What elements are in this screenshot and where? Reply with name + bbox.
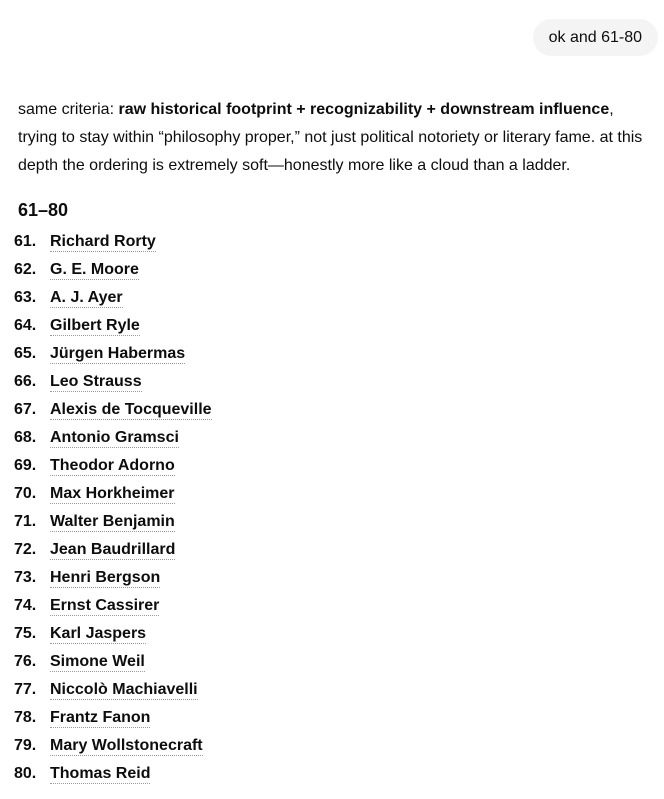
list-item-number: 65.	[14, 345, 37, 362]
list-item-number: 62.	[14, 261, 37, 278]
list-item-number: 61.	[14, 233, 37, 250]
philosopher-link[interactable]: A. J. Ayer	[50, 288, 123, 306]
list-item	[0, 704, 212, 732]
philosopher-link[interactable]: Simone Weil	[50, 652, 145, 670]
philosopher-link[interactable]: Ernst Cassirer	[50, 596, 160, 614]
list-item	[0, 256, 212, 284]
list-item-number: 68.	[14, 429, 37, 446]
list-item	[0, 284, 212, 312]
intro-bold-criteria: raw historical footprint + recognizability + downstream influence	[118, 101, 610, 118]
list-item-number: 78.	[14, 709, 37, 726]
list-item-number: 63.	[14, 289, 37, 306]
list-item-number: 74.	[14, 597, 37, 614]
list-item	[0, 312, 212, 340]
assistant-intro-paragraph	[18, 96, 650, 180]
philosopher-link[interactable]: Gilbert Ryle	[50, 316, 140, 334]
list-item	[0, 732, 212, 760]
list-item	[0, 564, 212, 592]
list-item	[0, 480, 212, 508]
philosopher-link[interactable]: Richard Rorty	[50, 232, 156, 250]
intro-suffix: , trying to stay within “philosophy proper,” not just political notoriety or literary fame. at this depth the ordering is extremely soft—honestly more like a cloud than a ladder.	[18, 101, 643, 174]
intro-prefix: same criteria:	[18, 101, 119, 118]
list-item	[0, 368, 212, 396]
philosopher-link[interactable]: Walter Benjamin	[50, 512, 175, 530]
list-item-number: 77.	[14, 681, 37, 698]
philosopher-link[interactable]: Niccolò Machiavelli	[50, 680, 198, 698]
philosopher-link[interactable]: Alexis de Tocqueville	[50, 400, 212, 418]
philosopher-link[interactable]: Karl Jaspers	[50, 624, 147, 642]
list-item	[0, 648, 212, 676]
list-item	[0, 396, 212, 424]
philosopher-link[interactable]: Henri Bergson	[50, 568, 161, 586]
list-item	[0, 452, 212, 480]
list-item	[0, 508, 212, 536]
list-item	[0, 228, 212, 256]
list-item	[0, 340, 212, 368]
list-item	[0, 424, 212, 452]
list-item-number: 80.	[14, 765, 37, 782]
section-heading: 61–80	[18, 200, 69, 220]
ranked-philosopher-list	[0, 228, 212, 788]
philosopher-link[interactable]: Jürgen Habermas	[50, 344, 186, 362]
philosopher-link[interactable]: G. E. Moore	[50, 260, 139, 278]
list-item-number: 71.	[14, 513, 37, 530]
list-item-number: 76.	[14, 653, 37, 670]
list-item-number: 79.	[14, 737, 37, 754]
list-item	[0, 676, 212, 704]
user-message-bubble: ok and 61-80	[533, 19, 658, 56]
list-item	[0, 592, 212, 620]
philosopher-link[interactable]: Mary Wollstonecraft	[50, 736, 203, 754]
list-item	[0, 620, 212, 648]
philosopher-link[interactable]: Theodor Adorno	[50, 456, 175, 474]
list-item	[0, 536, 212, 564]
list-item-number: 64.	[14, 317, 37, 334]
list-item-number: 75.	[14, 625, 37, 642]
philosopher-link[interactable]: Leo Strauss	[50, 372, 142, 390]
list-item-number: 67.	[14, 401, 37, 418]
philosopher-link[interactable]: Frantz Fanon	[50, 708, 151, 726]
list-item-number: 66.	[14, 373, 37, 390]
philosopher-link[interactable]: Jean Baudrillard	[50, 540, 176, 558]
list-item-number: 72.	[14, 541, 37, 558]
list-item-number: 73.	[14, 569, 37, 586]
list-item	[0, 760, 212, 788]
philosopher-link[interactable]: Max Horkheimer	[50, 484, 175, 502]
list-item-number: 70.	[14, 485, 37, 502]
list-item-number: 69.	[14, 457, 37, 474]
philosopher-link[interactable]: Thomas Reid	[50, 764, 151, 782]
philosopher-link[interactable]: Antonio Gramsci	[50, 428, 179, 446]
